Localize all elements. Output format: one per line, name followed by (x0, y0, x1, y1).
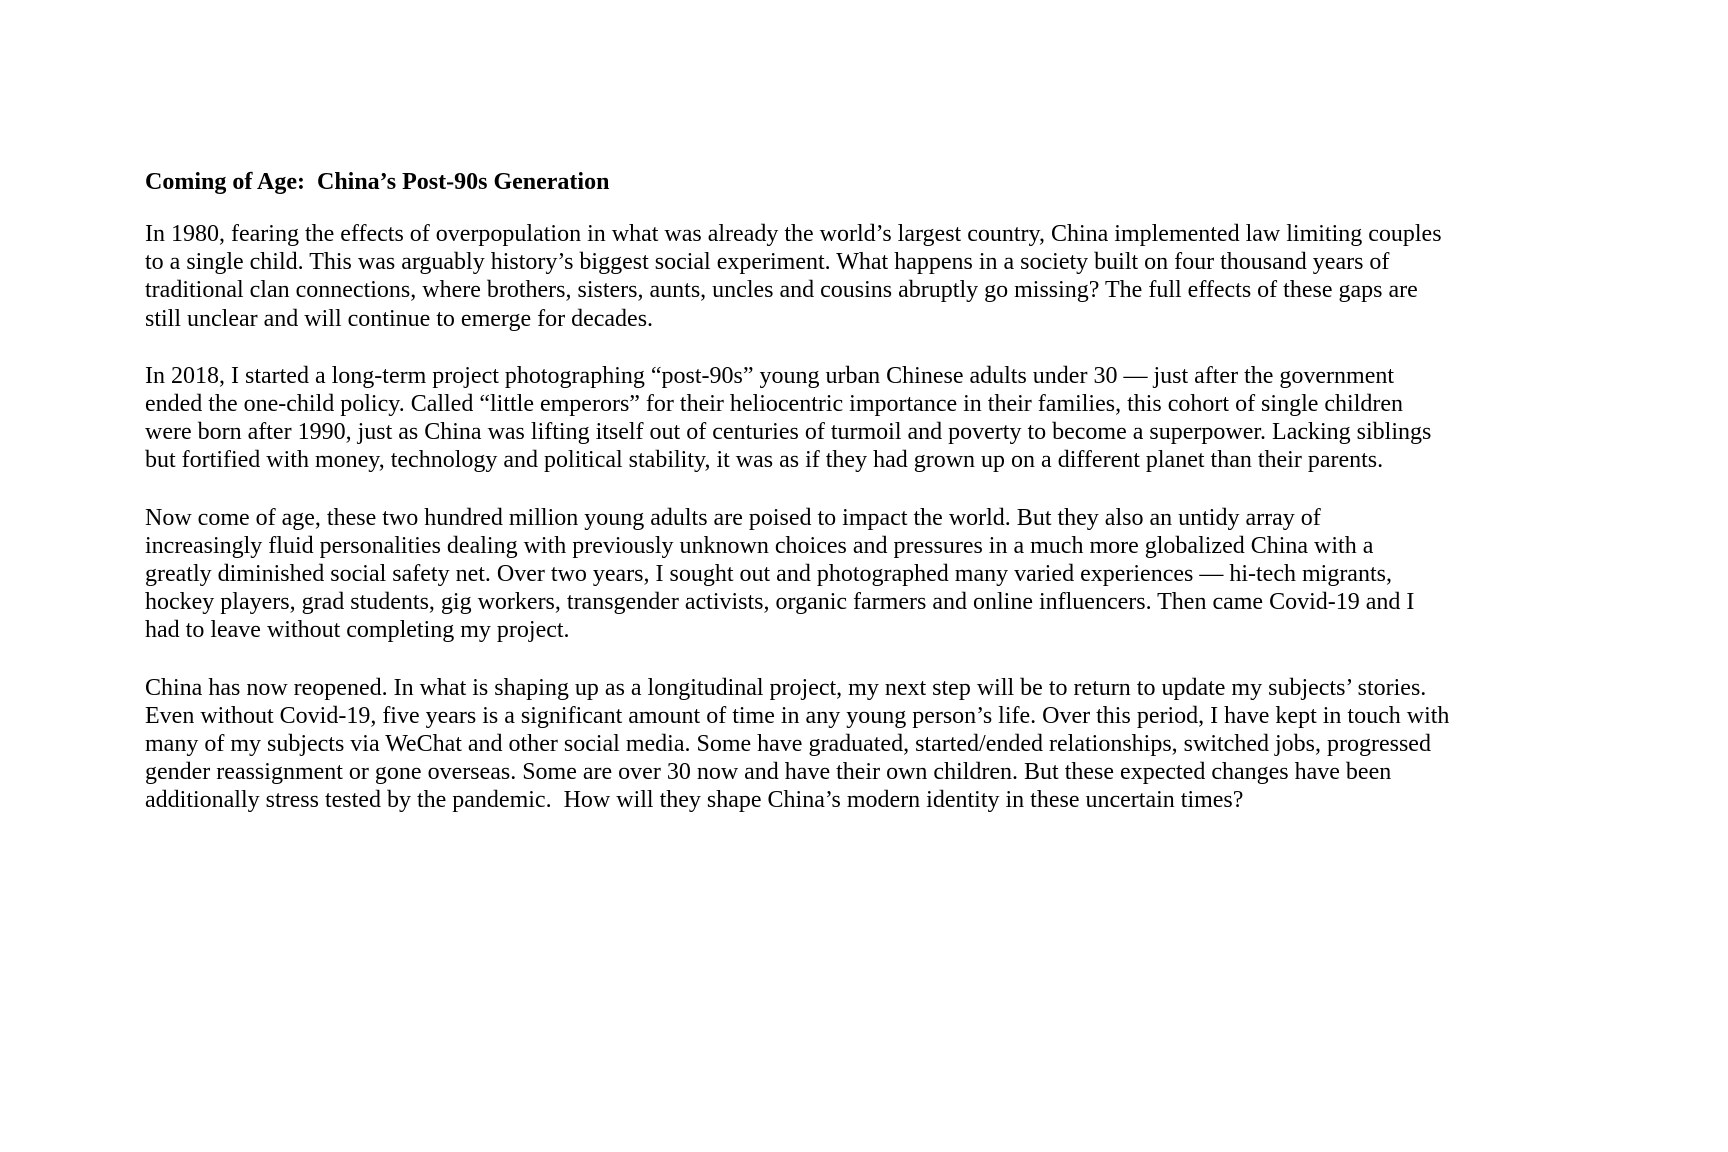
paragraph-line: many of my subjects via WeChat and other social media. Some have graduated, started/ended relationships, switched jobs, progressed (145, 731, 1431, 758)
paragraph-line: additionally stress tested by the pandemic. How will they shape China’s modern identity in these uncertain times? (145, 787, 1244, 814)
paragraph-line: hockey players, grad students, gig workers, transgender activists, organic farmers and online influencers. Then came Covid-19 and I (145, 589, 1415, 616)
paragraph-line: to a single child. This was arguably history’s biggest social experiment. What happens in a society built on four thousand years of (145, 249, 1390, 276)
document-page (145, 168, 1615, 844)
paragraph-line: In 1980, fearing the effects of overpopulation in what was already the world’s largest country, China implemented law limiting couples (145, 221, 1442, 247)
paragraph-line: greatly diminished social safety net. Over two years, I sought out and photographed many varied experiences — hi-tech migrants, (145, 561, 1392, 588)
paragraph-line: In 2018, I started a long-term project photographing “post-90s” young urban Chinese adults under 30 — just after the government (145, 362, 1395, 389)
paragraph-line: were born after 1990, just as China was lifting itself out of centuries of turmoil and poverty to become a superpower. Lacking siblings (145, 419, 1432, 446)
paragraph-2 (145, 362, 1615, 475)
paragraph-1 (145, 220, 1615, 333)
paragraph-line: increasingly fluid personalities dealing with previously unknown choices and pressures in a much more globalized China with a (145, 532, 1374, 559)
paragraph-line: Even without Covid-19, five years is a significant amount of time in any young person’s life. Over this period, I have kept in touch with (145, 702, 1450, 729)
paragraph-4 (145, 674, 1615, 815)
paragraph-3 (145, 504, 1615, 645)
paragraph-line: but fortified with money, technology and political stability, it was as if they had grown up on a different planet than their parents. (145, 447, 1384, 474)
document-title: Coming of Age: China’s Post-90s Generation (145, 169, 610, 195)
paragraph-line: China has now reopened. In what is shaping up as a longitudinal project, my next step will be to return to update my subjects’ stories. (145, 674, 1427, 701)
paragraph-line: had to leave without completing my project. (145, 617, 570, 644)
paragraph-line: gender reassignment or gone overseas. Some are over 30 now and have their own children. But these expected changes have been (145, 759, 1392, 786)
paragraph-line: ended the one-child policy. Called “little emperors” for their heliocentric importance in their families, this cohort of single children (145, 391, 1404, 418)
paragraph-line: still unclear and will continue to emerge for decades. (145, 305, 654, 332)
paragraph-line: traditional clan connections, where brothers, sisters, aunts, uncles and cousins abruptly go missing? The full effects of these gaps are (145, 277, 1418, 304)
paragraph-line: Now come of age, these two hundred million young adults are poised to impact the world. But they also an untidy array of (145, 504, 1321, 531)
